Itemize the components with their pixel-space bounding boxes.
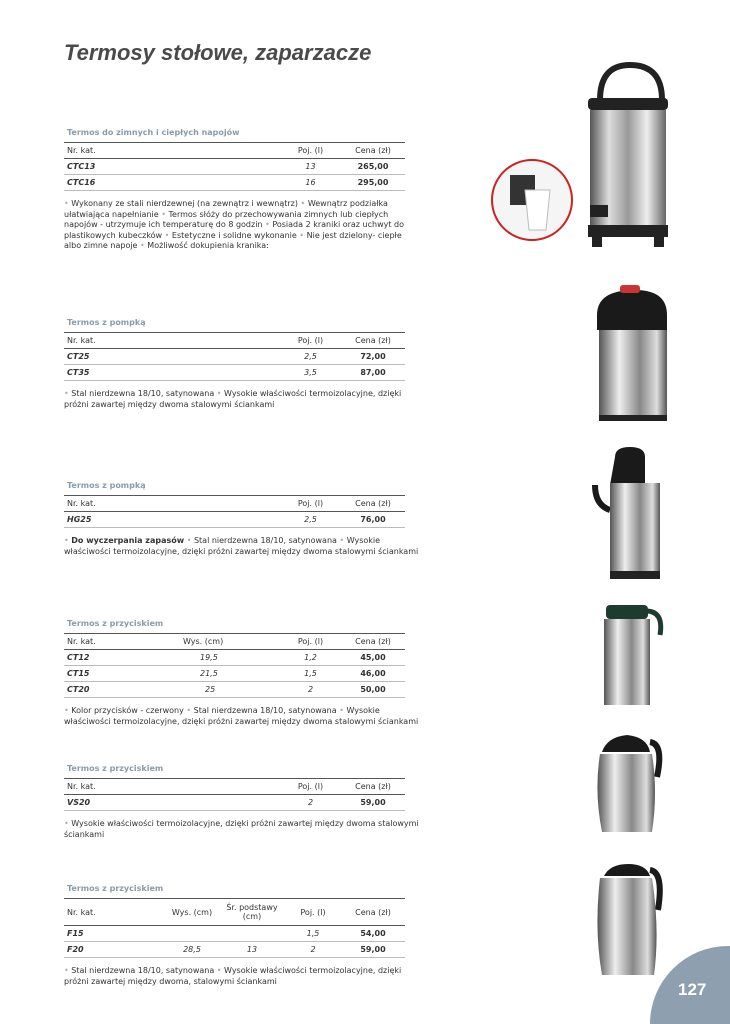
cell-kat: CT35 [64,365,280,381]
cell-cena: 50,00 [341,682,405,698]
product-description: • Do wyczerpania zapasów • Stal nierdzewna 18/10, satynowana • Wysokie właściwości termoizolacyjne, dzięki próżni zawartej między dwoma stalowymi ściankami [64,536,419,556]
cell-poj: 2,5 [280,512,341,528]
price-table [64,898,405,958]
cell-cena: 46,00 [341,666,405,682]
desc-item: Posiada 2 kraniki oraz uchwyt do plastikowych kubeczków [64,220,405,240]
cell-poj: 1,5 [280,666,341,682]
cell-cena: 76,00 [341,512,405,528]
table-header-row [64,496,405,512]
cell-poj: 1,2 [280,650,341,666]
cell-kat: CT25 [64,349,280,365]
price-table [64,332,405,381]
price-table [64,495,405,528]
desc-item: Stal nierdzewna 18/10, satynowana [193,536,337,545]
header-cena: Cena (zł) [341,333,405,349]
cell-poj: 2,5 [280,349,341,365]
desc-item: Wysokie właściwości termoizolacyjne, dzięki próżni zawartej między dwoma stalowymi ściankami [64,706,419,726]
header-poj: Poj. (l) [280,143,341,159]
header-wys: Wys. (cm) [180,634,280,650]
cell-cena: 72,00 [341,349,405,365]
product-section-vs [64,763,419,840]
cell-kat: CTC13 [64,159,280,175]
desc-item: Wykonany ze stali nierdzewnej (na zewnątrz i wewnątrz) [71,199,298,208]
product-section-f [64,883,419,987]
desc-item: Wysokie właściwości termoizolacyjne, dzięki próżni zawartej między dwoma stalowymi ściankami [64,819,419,839]
desc-item: Termos słóży do przechowywania zimnych lub ciepłych napojów - utrzymuje ich temperaturę do 8 godzin [64,209,389,229]
cell-poj: 2 [280,795,341,811]
table-row [64,512,405,528]
product-description: • Wysokie właściwości termoizolacyjne, dzięki próżni zawartej między dwoma stalowymi ściankami [64,819,419,839]
cell-kat: VS20 [64,795,280,811]
product-description: • Stal nierdzewna 18/10, satynowana • Wysokie właściwości termoizolacyjne, dzięki próżni zawartej między dwoma stalowymi ściankami [64,389,402,409]
table-row [64,349,405,365]
header-cena: Cena (zł) [341,143,405,159]
cell-kat: CTC16 [64,175,280,191]
product-description: • Stal nierdzewna 18/10, satynowana • Wysokie właściwości termoizolacyjne, dzięki próżni zawartej między dwoma, stalowymi ściankami [64,966,402,986]
section-title: Termos z przyciskiem [67,764,164,773]
table-header-row [64,779,405,795]
header-poj: Poj. (l) [280,333,341,349]
table-row [64,666,405,682]
table-header-row [64,899,405,926]
header-sr: Śr. podstawy (cm) [219,899,285,926]
desc-item: Kolor przycisków - czerwony [71,706,184,715]
desc-item: Możliwość dokupienia kranika: [147,241,269,250]
table-row [64,159,405,175]
desc-item: Estetyczne i solidne wykonanie [171,230,297,240]
pump-thermos-hg-image [590,445,670,585]
page-title: Termosy stołowe, zaparzacze [64,40,372,65]
cell-wys [165,926,219,942]
table-header-row [64,333,405,349]
cell-sr [219,926,285,942]
cell-poj: 1,5 [285,926,341,942]
desc-item: Wysokie właściwości termoizolacyjne, dzięki próżni zawartej między dwoma stalowymi ściankami [64,389,402,409]
product-section-hg [64,480,419,557]
cell-cena: 45,00 [341,650,405,666]
price-table [64,142,405,191]
cell-cena: 295,00 [341,175,405,191]
cell-poj: 3,5 [280,365,341,381]
urn-thermos-image [490,60,690,270]
section-title: Termos z przyciskiem [67,619,164,628]
cell-kat: HG25 [64,512,280,528]
header-kat: Nr. kat. [64,899,165,926]
header-poj: Poj. (l) [285,899,341,926]
cell-kat: F15 [64,926,165,942]
table-row [64,365,405,381]
desc-item: Wewnątrz podziałka ułatwiająca napełnianie [64,199,388,219]
desc-item: Stal nierdzewna 18/10, satynowana [193,706,337,715]
price-table [64,778,405,811]
cell-kat: CT15 [64,666,180,682]
header-cena: Cena (zł) [341,779,405,795]
page-number: 127 [678,980,707,999]
desc-item: Wysokie właściwości termoizolacyjne, dzięki próżni zawartej między dwoma, stalowymi ściankami [64,966,402,986]
product-section-ct-button [64,618,419,727]
section-title: Termos z pompką [67,318,146,327]
section-title: Termos do zimnych i ciepłych napojów [67,128,240,137]
header-kat: Nr. kat. [64,634,180,650]
desc-item: Stal nierdzewna 18/10, satynowana [71,389,215,398]
table-row [64,795,405,811]
cell-kat: CT12 [64,650,180,666]
header-poj: Poj. (l) [280,779,341,795]
price-table [64,633,405,698]
desc-item: Nie jest dzielony- ciepłe albo zimne napoje [64,230,402,250]
button-thermos-ct-image [598,605,668,710]
table-row [64,942,405,958]
cell-wys: 21,5 [180,666,280,682]
table-row [64,650,405,666]
cell-cena: 54,00 [341,926,405,942]
cell-poj: 2 [285,942,341,958]
desc-highlight: Do wyczerpania zapasów [71,536,185,545]
cell-poj: 13 [280,159,341,175]
cell-kat: F20 [64,942,165,958]
cell-poj: 2 [280,682,341,698]
cell-cena: 59,00 [341,795,405,811]
button-thermos-vs-image [592,732,667,842]
product-description: • Wykonany ze stali nierdzewnej (na zewnątrz i wewnątrz) • Wewnątrz podziałka ułatwiająca napełnianie • Termos słóży do przechowywania zimnych lub ciepłych napojów - utrzymuje ich temperaturę do 8 godzin • Posiada 2 kraniki oraz uchwyt do plastikowych kubeczków • Estetyczne i solidne wykonanie • Nie jest dzielony- ciepłe albo zimne napoje • Możliwość dokupienia kranika: [64,199,405,250]
cell-cena: 59,00 [341,942,405,958]
desc-item: Wysokie właściwości termoizolacyjne, dzięki próżni zawartej między dwoma stalowymi ściankami [64,536,419,556]
cell-cena: 265,00 [341,159,405,175]
header-poj: Poj. (l) [280,634,341,650]
table-header-row [64,143,405,159]
cell-wys: 28,5 [165,942,219,958]
header-wys: Wys. (cm) [165,899,219,926]
button-thermos-f-image [592,860,667,980]
desc-item: Stal nierdzewna 18/10, satynowana [71,966,215,975]
header-kat: Nr. kat. [64,143,280,159]
product-description: • Kolor przycisków - czerwony • Stal nierdzewna 18/10, satynowana • Wysokie właściwości termoizolacyjne, dzięki próżni zawartej między dwoma stalowymi ściankami [64,706,419,726]
cell-wys: 25 [180,682,280,698]
header-poj: Poj. (l) [280,496,341,512]
cell-wys: 19,5 [180,650,280,666]
cell-poj: 16 [280,175,341,191]
cell-sr: 13 [219,942,285,958]
table-row [64,926,405,942]
header-kat: Nr. kat. [64,779,280,795]
table-row [64,175,405,191]
header-kat: Nr. kat. [64,333,280,349]
product-section-ct [64,317,419,410]
header-cena: Cena (zł) [341,496,405,512]
table-header-row [64,634,405,650]
cell-kat: CT20 [64,682,180,698]
header-cena: Cena (zł) [341,634,405,650]
header-kat: Nr. kat. [64,496,280,512]
pump-thermos-ct-image [585,285,680,425]
cell-cena: 87,00 [341,365,405,381]
product-section-ctc [64,127,419,252]
section-title: Termos z przyciskiem [67,884,164,893]
table-row [64,682,405,698]
section-title: Termos z pompką [67,481,146,490]
header-cena: Cena (zł) [341,899,405,926]
